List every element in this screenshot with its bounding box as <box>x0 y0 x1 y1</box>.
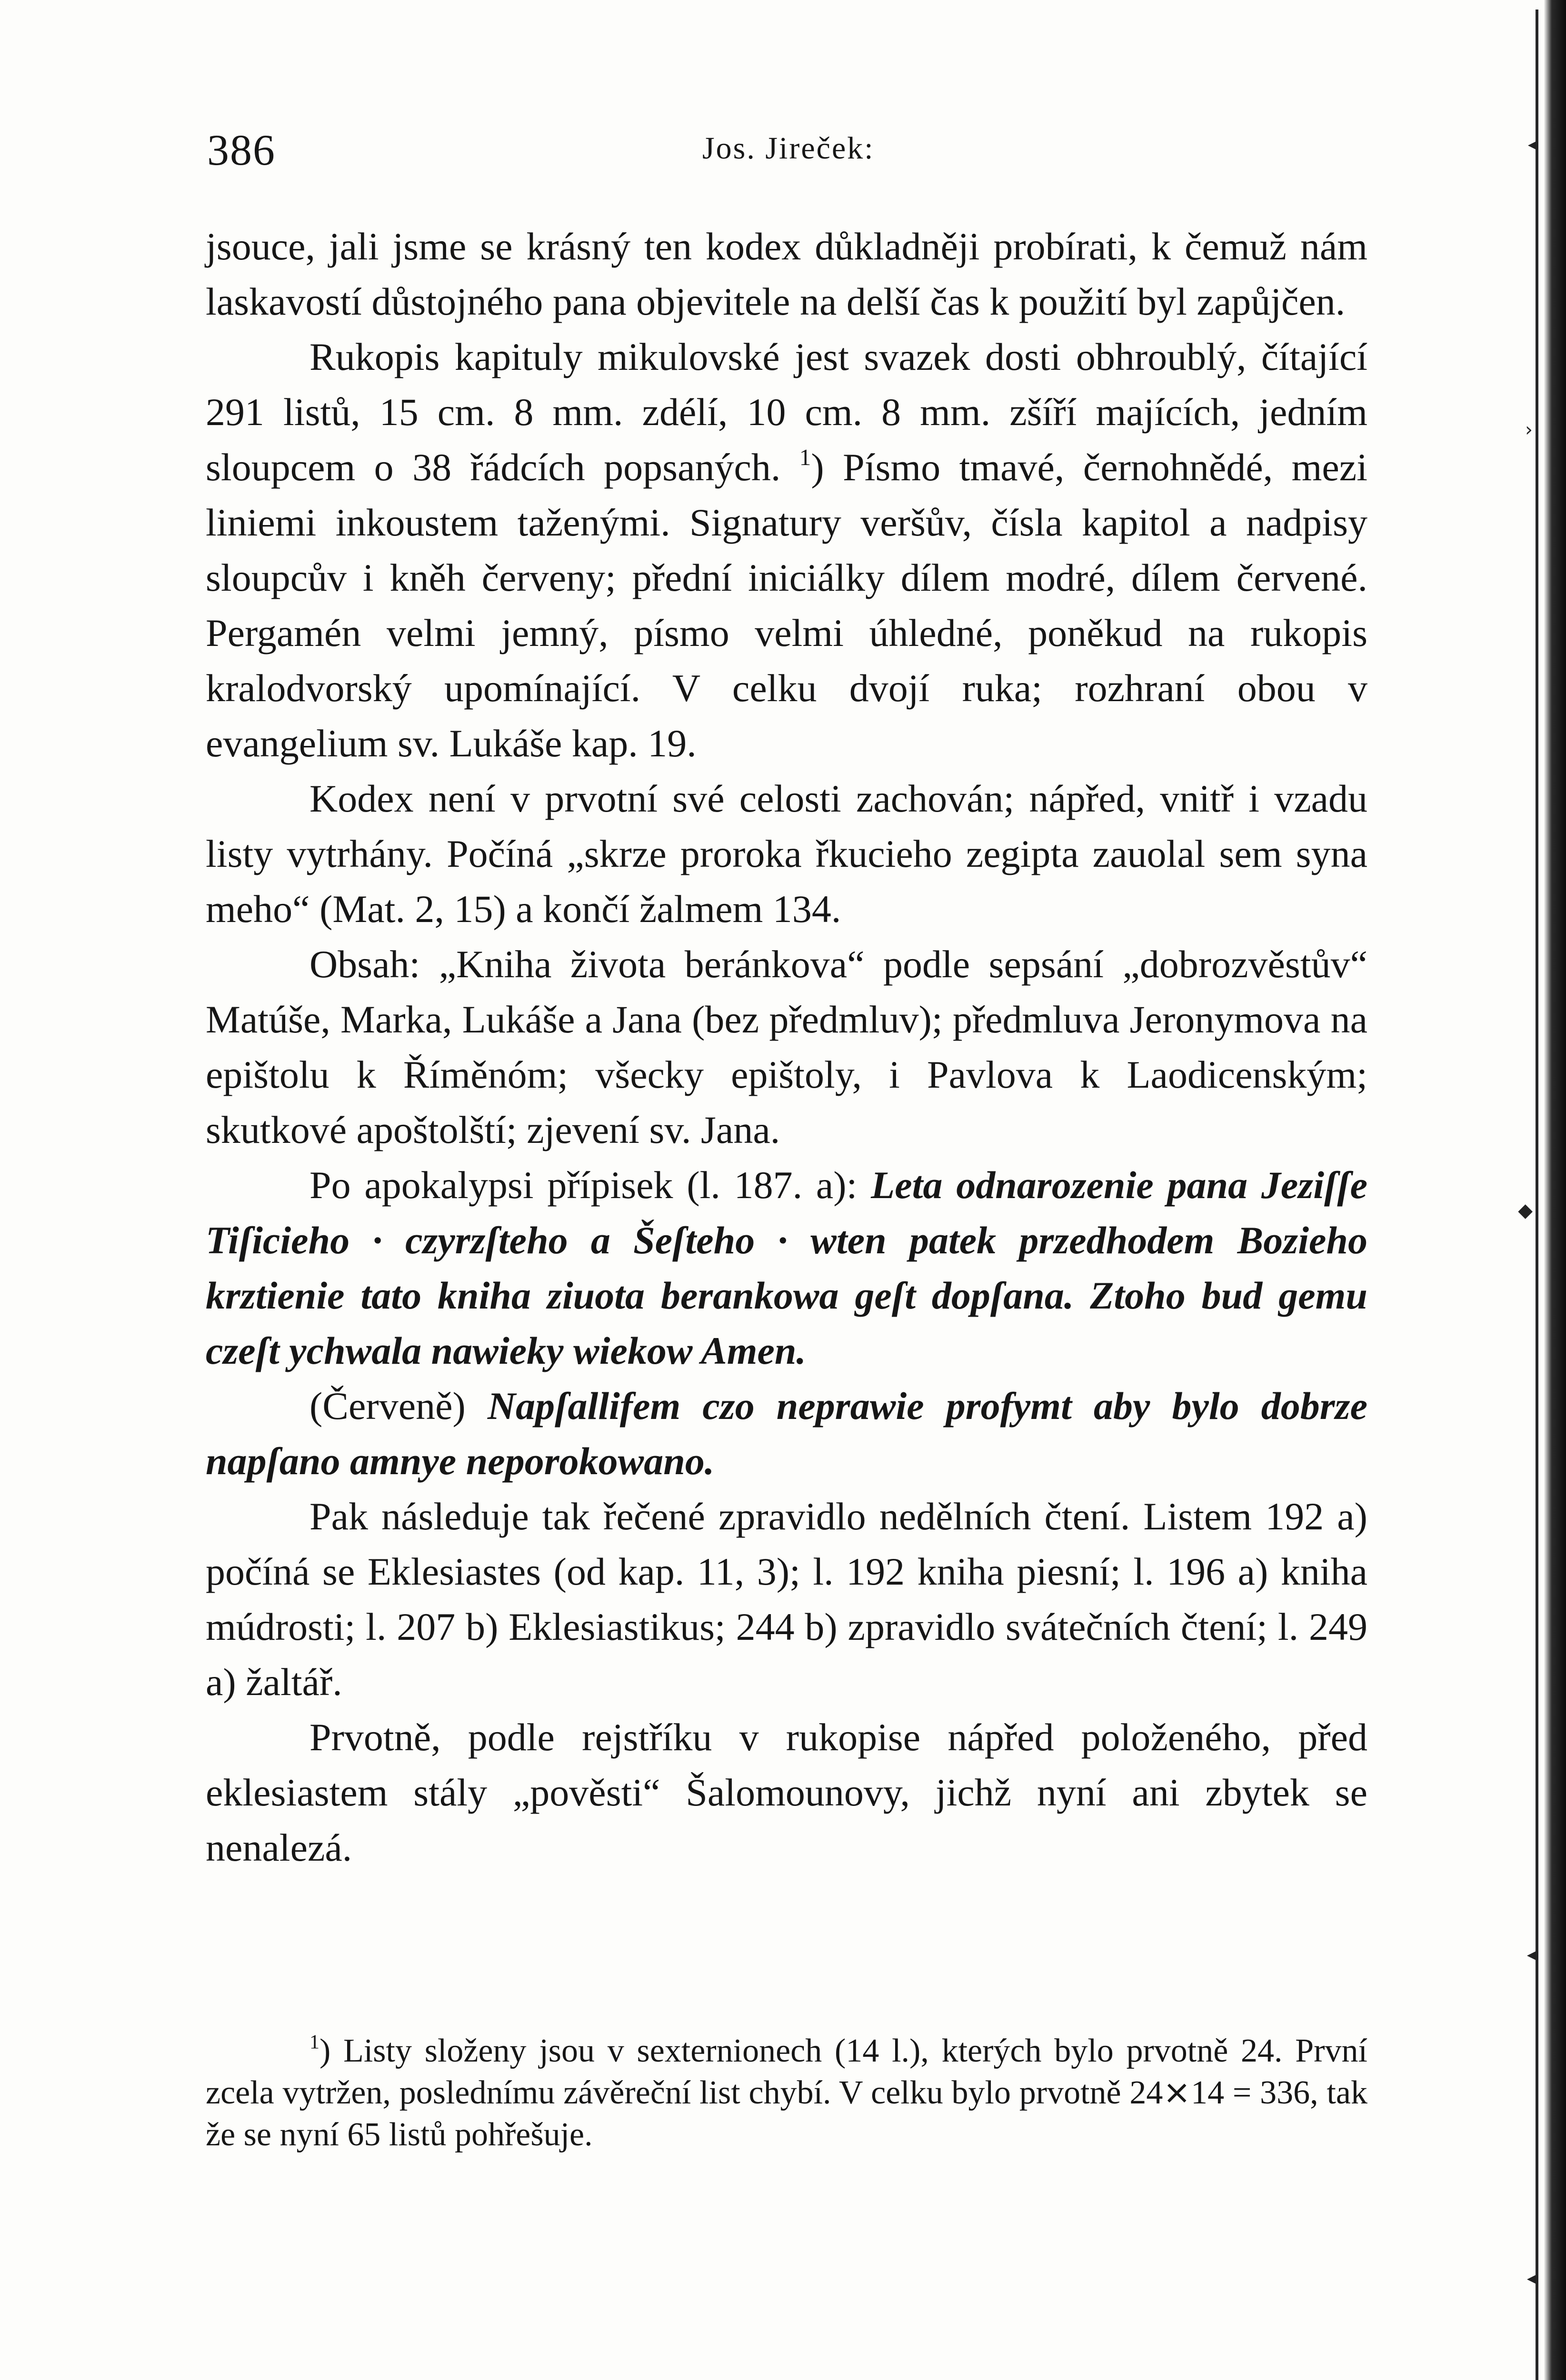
paragraph-6-quote: Napſallifem czo neprawie profymt aby bylo dobrze napſano amnye neporokowano. <box>206 1384 1367 1483</box>
paragraph-2 <box>206 329 1367 771</box>
running-title: Jos. Jireček: <box>702 131 875 166</box>
paragraph-6 <box>206 1378 1367 1489</box>
footnote-body: ) Listy složeny jsou v sexternionech (14 l.), kterých bylo prvotně 24. První zcela vytržen, poslednímu závěreční list chybí. V celku bylo prvotně 24⨯14 = 336, tak že se nyní 65 listů pohřešuje. <box>206 2033 1367 2153</box>
paragraph-8: Prvotně, podle rejstříku v rukopise nápřed položeného, před eklesiastem stály „pověsti“ Šalomounovy, jichž nyní ani zbytek se nenalezá. <box>206 1716 1367 1869</box>
paragraph-2-text-a: Rukopis kapituly mikulovské jest svazek dosti obhroublý, čítající 291 listů, 15 cm. 8 mm. zdélí, 10 cm. 8 mm. zšíří majících, jedním sloupcem o 38 řádcích popsaných. <box>206 335 1367 489</box>
binding-line <box>1536 10 1538 2380</box>
margin-mark-icon: ◂ <box>1527 133 1537 155</box>
paragraph-6-lead: (Červeně) <box>309 1384 466 1428</box>
body-text <box>206 219 1367 1875</box>
margin-mark-icon: ◆ <box>1518 1200 1533 1221</box>
paragraph-5-quote: Leta odnarozenie pana Jeziſſe Tiſicieho · czyrzſteho a Šeſteho · wten patek przedhodem Bozieho krztienie tato kniha ziuota berankowa geſt dopſana. Ztoho bud gemu czeſt ychwala nawieky wiekow Amen. <box>206 1163 1368 1372</box>
paragraph-1: jsouce, jali jsme se krásný ten kodex důkladněji probírati, k čemuž nám laskavostí důstojného pana objevitele na delší čas k použití byl zapůjčen. <box>206 225 1367 323</box>
margin-mark-icon: › <box>1525 419 1533 441</box>
paragraph-4: Obsah: „Kniha života beránkova“ podle sepsání „dobrozvěstův“ Matúše, Marka, Lukáše a Jana (bez předmluv); předmluva Jeronymova na epištolu k Říměnóm; všecky epištoly, i Pavlova k Laodicenským; skutkové apoštolští; zjevení sv. Jana. <box>206 942 1367 1151</box>
paragraph-5 <box>206 1158 1367 1378</box>
paragraph-3: Kodex není v prvotní své celosti zachován; nápřed, vnitř i vzadu listy vytrhány. Počíná „skrze proroka řkucieho zegipta zauolal sem syna meho“ (Mat. 2, 15) a končí žalmem 134. <box>206 777 1367 931</box>
page-number: 386 <box>207 126 276 174</box>
running-head <box>207 125 1369 182</box>
footnote-ref: 1 <box>799 444 811 471</box>
footnote-mark: 1 <box>309 2031 319 2053</box>
margin-mark-icon: ◂ <box>1526 2266 1537 2290</box>
binding-edge <box>1544 0 1566 2380</box>
paragraph-7: Pak následuje tak řečené zpravidlo nedělních čtení. Listem 192 a) počíná se Eklesiastes (od kap. 11, 3); l. 192 kniha piesní; l. 196 a) kniha múdrosti; l. 207 b) Eklesiastikus; 244 b) zpravidlo svátečních čtení; l. 249 a) žaltář. <box>206 1495 1367 1704</box>
margin-mark-icon: ◂ <box>1526 1942 1537 1966</box>
paragraph-5-lead: Po apokalypsi přípisek (l. 187. a): <box>309 1163 858 1207</box>
footnote-text <box>206 2030 1367 2156</box>
paragraph-2-text-b: ) Písmo tmavé, černohnědé, mezi liniemi inkoustem taženými. Signatury veršův, čísla kapitol a nadpisy sloupcův i kněh červeny; přední iniciálky dílem modré, dílem červené. Pergamén velmi jemný, písmo velmi úhledné, poněkud na rukopis kralodvorský upomínající. V celku dvojí ruka; rozhraní obou v evangelium sv. Lukáše kap. 19. <box>206 446 1367 765</box>
footnote <box>206 2030 1367 2156</box>
